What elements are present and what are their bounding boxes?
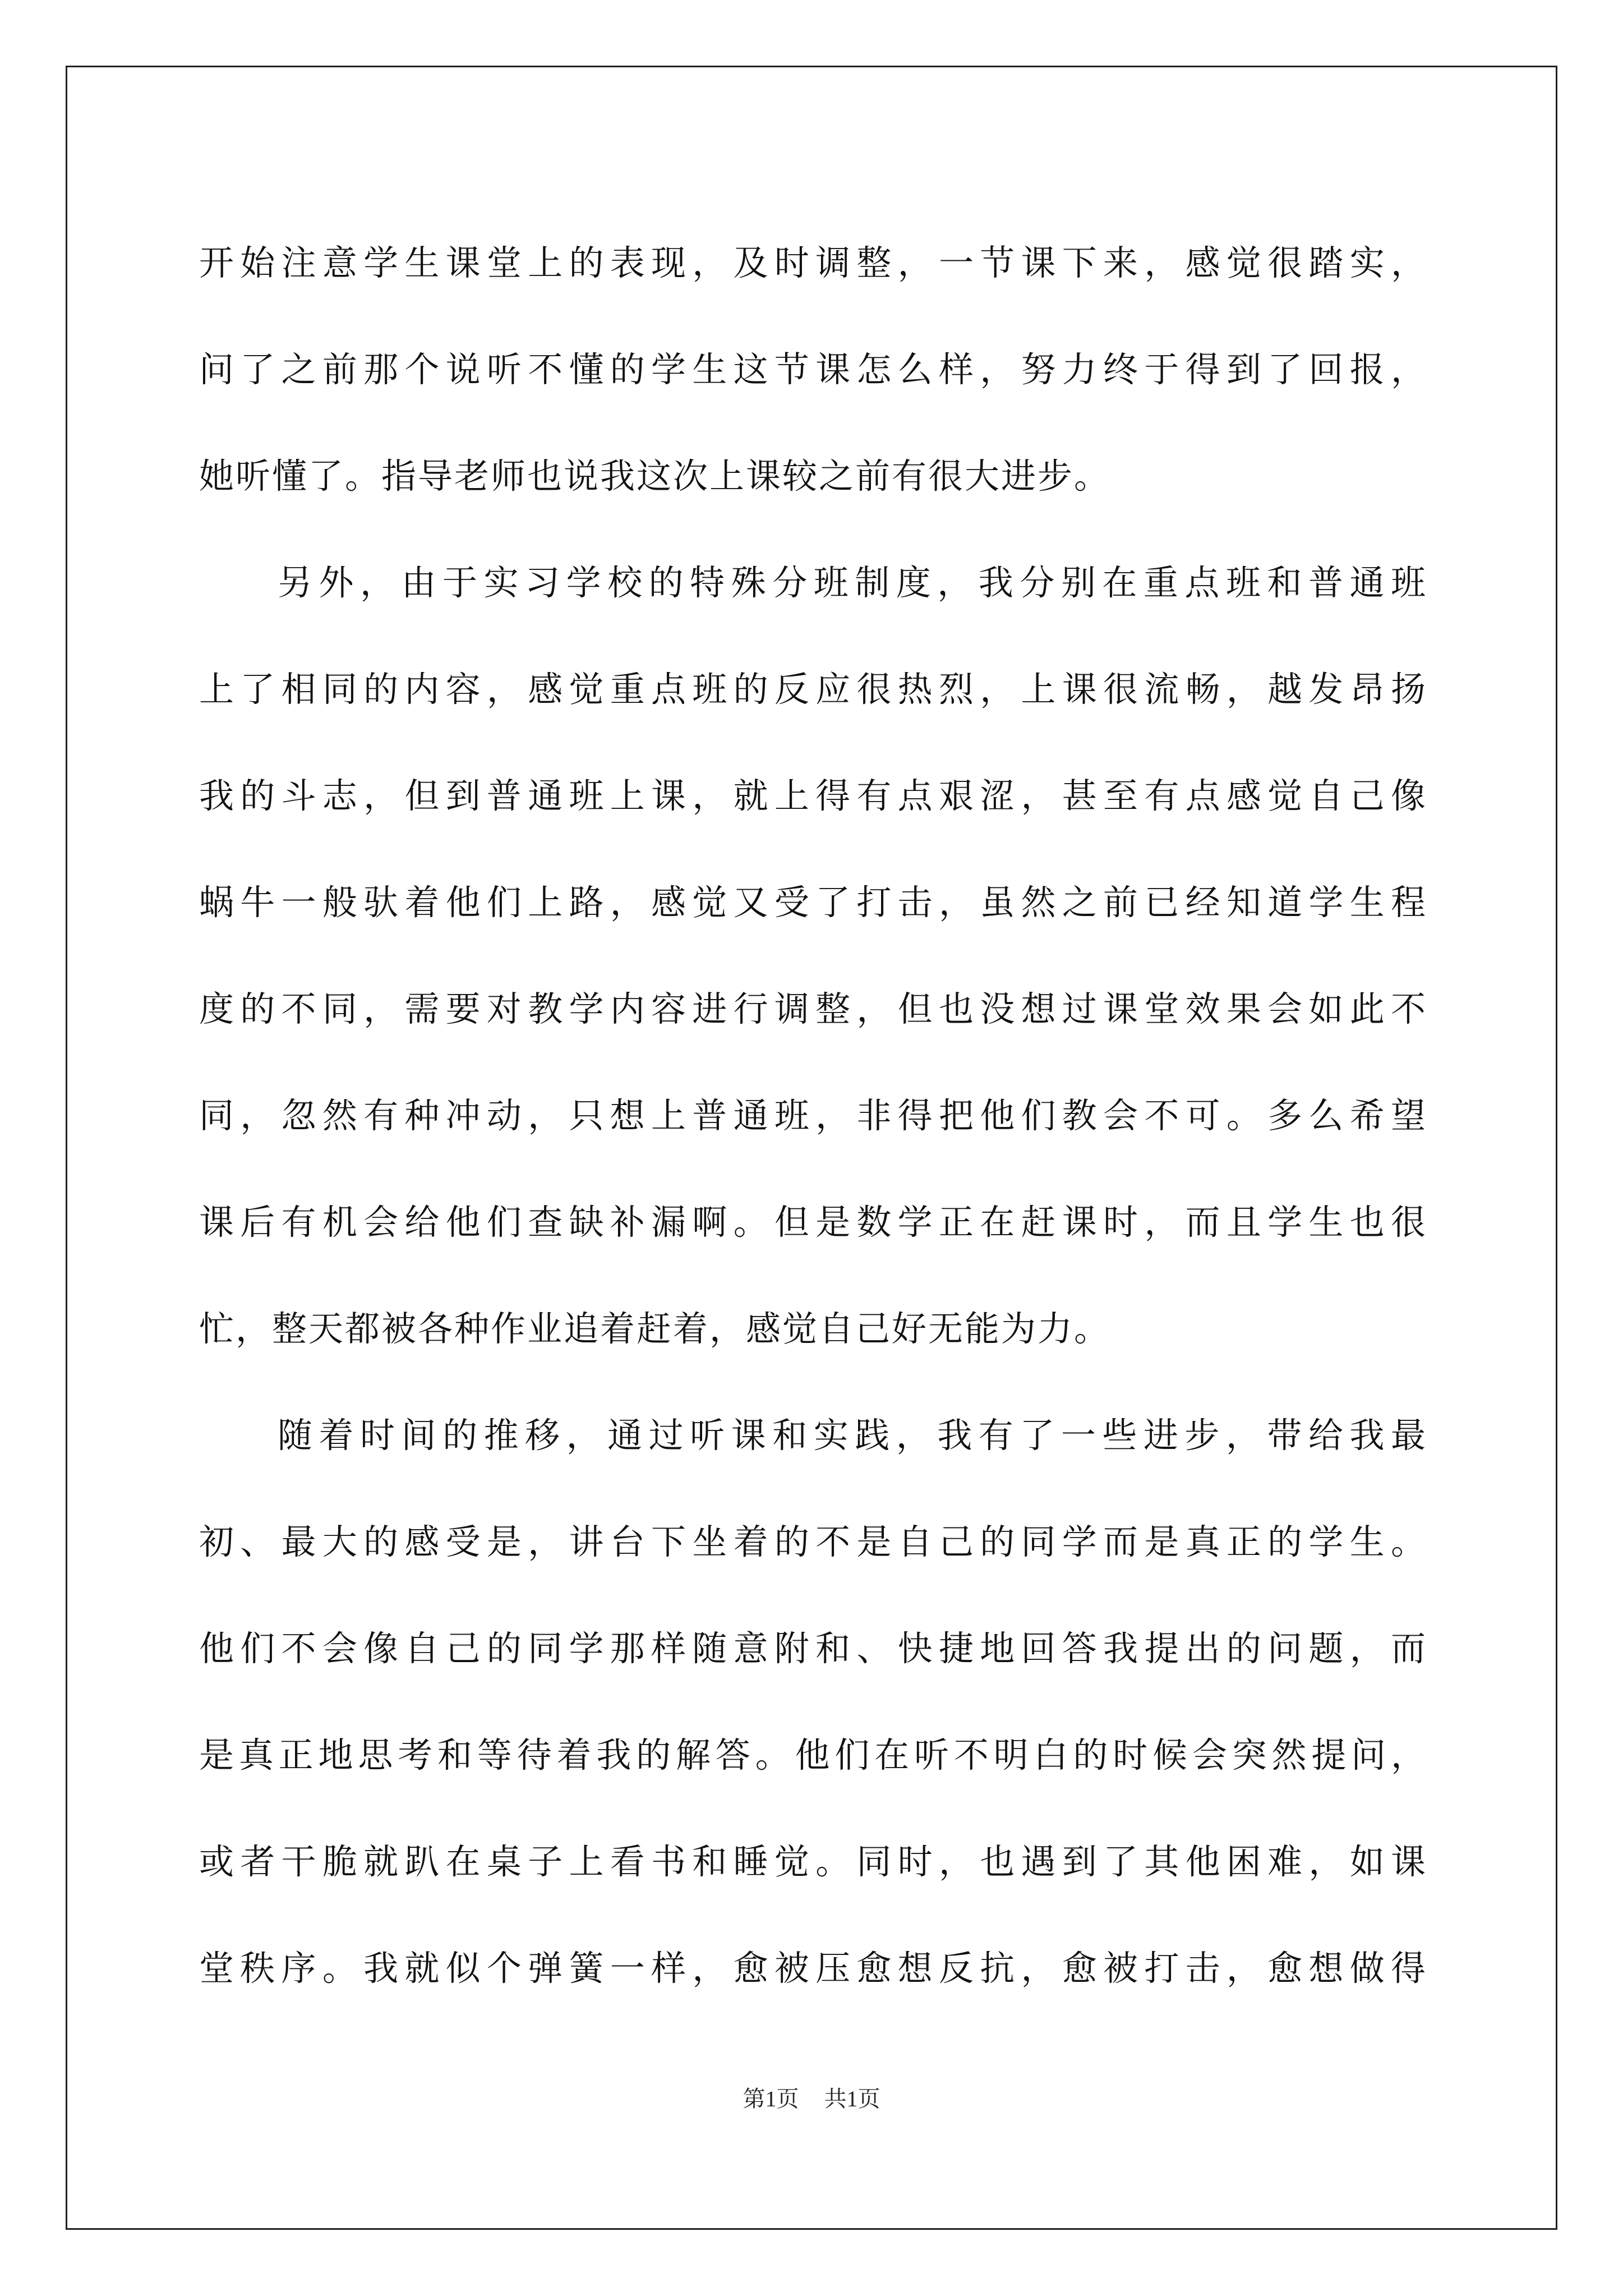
paragraph-line: 问了之前那个说听不懂的学生这节课怎么样，努力终于得到了回报， — [199, 349, 1427, 390]
page-number: 第1页 — [743, 2086, 799, 2111]
document-body — [199, 210, 1427, 2022]
paragraph-line: 她听懂了。指导老师也说我这次上课较之前有很大进步。 — [199, 455, 1111, 496]
paragraph-line: 忙，整天都被各种作业追着赶着，感觉自己好无能为力。 — [199, 1308, 1111, 1349]
page-footer — [0, 2081, 1623, 2113]
paragraph-line: 他们不会像自己的同学那样随意附和、快捷地回答我提出的问题，而 — [199, 1628, 1427, 1669]
page-total: 共1页 — [824, 2086, 880, 2111]
paragraph-line: 是真正地思考和等待着我的解答。他们在听不明白的时候会突然提问， — [199, 1734, 1427, 1775]
paragraph-line: 堂秩序。我就似个弹簧一样，愈被压愈想反抗，愈被打击，愈想做得 — [199, 1948, 1427, 1989]
paragraph-line: 初、最大的感受是，讲台下坐着的不是自己的同学而是真正的学生。 — [199, 1521, 1427, 1562]
paragraph-line: 或者干脆就趴在桌子上看书和睡觉。同时，也遇到了其他困难，如课 — [199, 1841, 1427, 1882]
paragraph-line: 蜗牛一般驮着他们上路，感觉又受了打击，虽然之前已经知道学生程 — [199, 882, 1427, 923]
paragraph-line: 开始注意学生课堂上的表现，及时调整，一节课下来，感觉很踏实， — [199, 242, 1427, 283]
paragraph-line: 我的斗志，但到普通班上课，就上得有点艰涩，甚至有点感觉自己像 — [199, 775, 1427, 816]
paragraph-line: 度的不同，需要对教学内容进行调整，但也没想过课堂效果会如此不 — [199, 988, 1427, 1029]
paragraph-line: 课后有机会给他们查缺补漏啊。但是数学正在赶课时，而且学生也很 — [199, 1202, 1427, 1243]
paragraph-line: 同，忽然有种冲动，只想上普通班，非得把他们教会不可。多么希望 — [199, 1095, 1427, 1136]
paragraph-line: 随着时间的推移，通过听课和实践，我有了一些进步，带给我最 — [278, 1415, 1427, 1456]
paragraph-line: 另外，由于实习学校的特殊分班制度，我分别在重点班和普通班 — [278, 562, 1427, 603]
paragraph-line: 上了相同的内容，感觉重点班的反应很热烈，上课很流畅，越发昂扬 — [199, 669, 1427, 710]
